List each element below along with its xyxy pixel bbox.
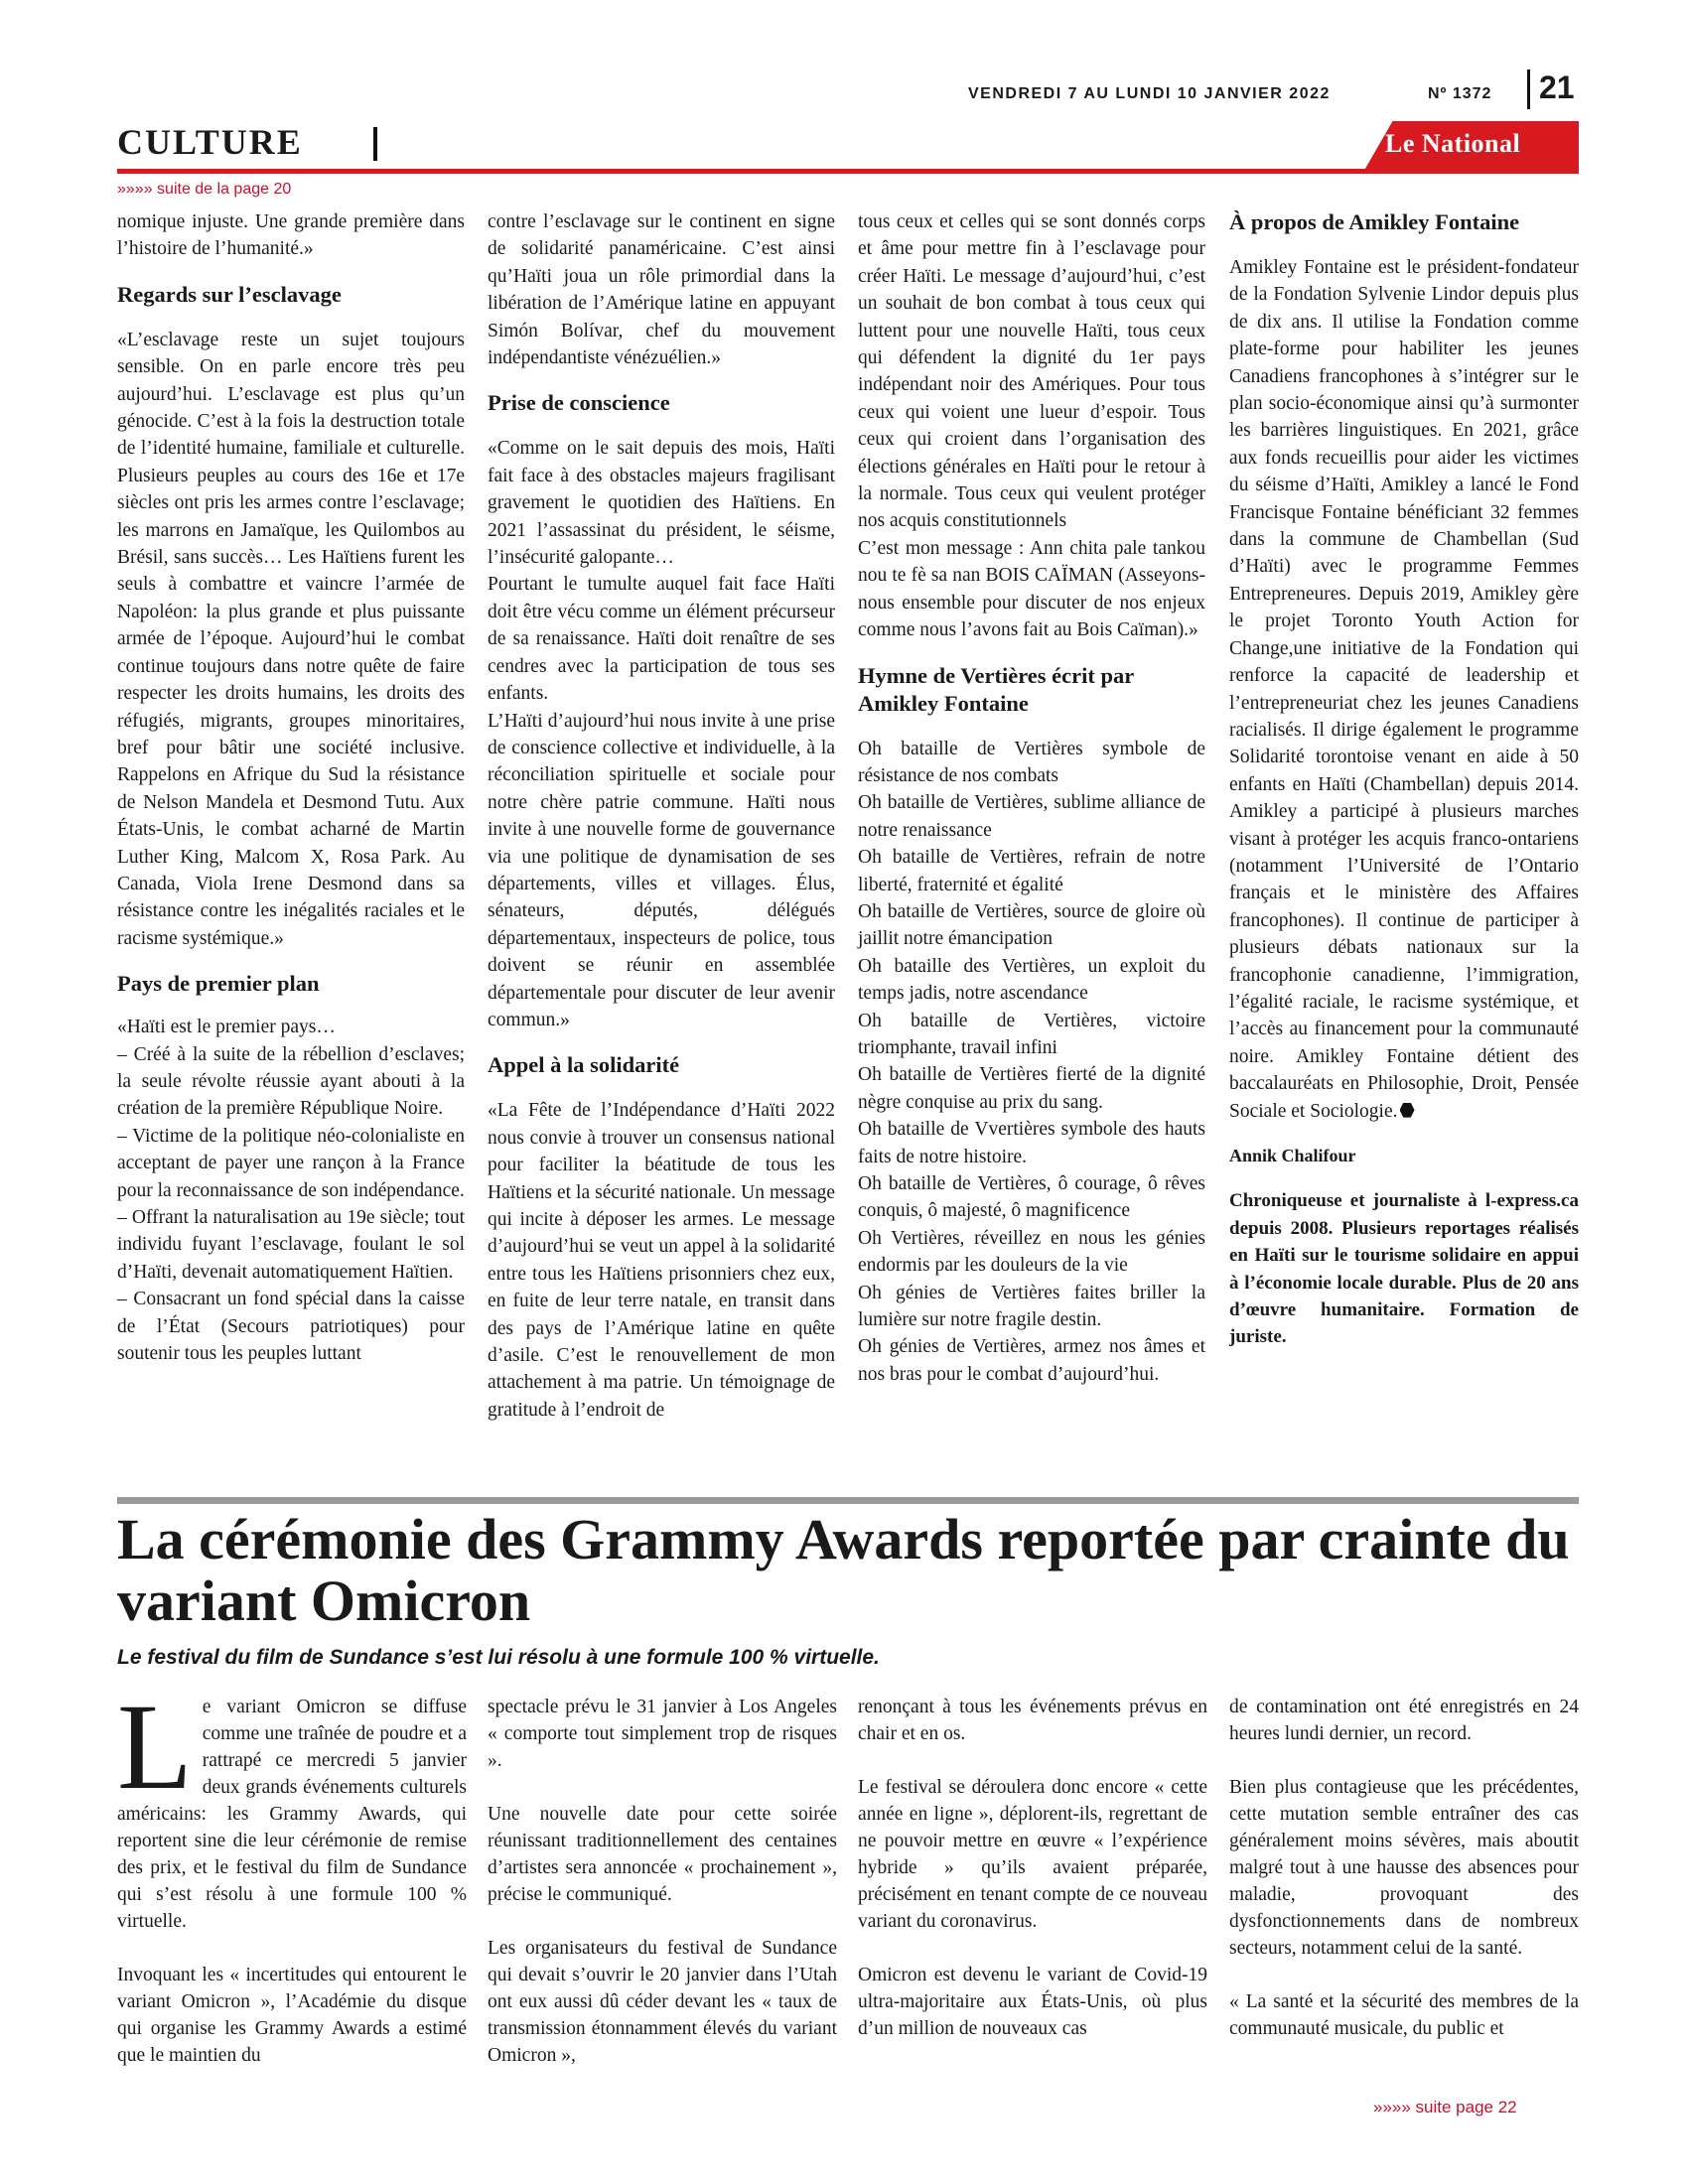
paragraph: «L’esclavage reste un sujet toujours sensible. On en parle encore très peu aujourd’hui. L’esclavage est plus qu’un génocide. C’est à la fois la destruction totale de l’identité humaine, familiale et culturelle. Plusieurs peuples au cours des 16e et 17e siècles ont pris les armes contre l’esclavage; les marrons en Jamaïque, les Quilombos au Brésil, sans succès… Les Haïtiens furent les seuls à combattre et vaincre l’armée de Napoléon: la plus grande et plus puissante armée de l’époque. Aujourd’hui le combat continue toujours dans notre quête de faire respecter les droits humains, les droits des réfugiés, migrants, groupes minoritaires, bref pour bâtir une société inclusive. Rappelons en Afrique du Sud la résistance de Nelson Mandela et Desmond Tutu. Aux États-Unis, le combat acharné de Martin Luther King, Malcom X, Rosa Park. Au Canada, Viola Irene Desmond dans sa résistance contre les inégalités raciales et le racisme systémique.» (117, 329, 465, 949)
paragraph: C’est mon message : Ann chita pale tankou nou te fè sa nan BOIS CAÏMAN (Asseyons-nous ensemble pour discuter de nos enjeux comme nous l’avons fait au Bois Caïman).» (858, 537, 1205, 641)
hymn-verse-line: Oh bataille de Vertières, sublime alliance de notre renaissance (858, 792, 1205, 841)
hymn-verse-line: Oh bataille de Vertières symbole de résistance de nos combats (858, 738, 1205, 786)
upper-column-2 (488, 208, 835, 1424)
paragraph: Le festival se déroulera donc encore « cette année en ligne », déplorent-ils, regrettant de ne pouvoir mettre en œuvre « l’expérience hybride » qu’ils avaient préparée, précisément en tenant compte de ce nouveau variant du coronavirus. (858, 1777, 1207, 1932)
hymn-verse-line: Oh bataille de Vertières, refrain de notre liberté, fraternité et égalité (858, 847, 1205, 895)
paragraph: Pourtant le tumulte auquel fait face Haïti doit être vécu comme un élément précurseur de sa renaissance. Haïti doit renaître de ses cendres avec la participation de tous ses enfants. (488, 574, 835, 705)
drop-cap: L (117, 1679, 193, 1815)
header-rule (117, 169, 1579, 174)
hymn-verse-line: Oh génies de Vertières, armez nos âmes et nos bras pour le combat d’aujourd’hui. (858, 1336, 1205, 1385)
lower-column-3 (858, 1694, 1207, 2069)
subheading: À propos de Amikley Fontaine (1229, 209, 1520, 234)
paragraph: – Créé à la suite de la rébellion d’esclaves; la seule révolte réussie ayant abouti à la création de la première République Noire. (117, 1043, 465, 1120)
paragraph: «Haïti est le premier pays… (117, 1017, 336, 1038)
section-title: CULTURE (117, 122, 303, 162)
paragraph: Bien plus contagieuse que les précédentes, cette mutation semble entraîner des cas généralement moins sévères, mais aboutit malgré tout à une hausse des absences pour maladie, provoquant des dysfonctionnements dans de nombreux secteurs, notamment celui de la santé. (1229, 1777, 1579, 1959)
lower-column-1 (117, 1679, 467, 2096)
paragraph (117, 1679, 467, 1935)
hymn-verse-line: Oh bataille de Vertières, ô courage, ô rêves conquis, ô majesté, ô magnificence (858, 1173, 1205, 1222)
paragraph: « La santé et la sécurité des membres de la communauté musicale, du public et (1229, 1991, 1579, 2039)
brand-name: Le National (1385, 129, 1521, 158)
end-of-article-icon (1400, 1103, 1415, 1118)
page-number: 21 (1539, 69, 1575, 105)
continued-from-link[interactable]: »»»» suite de la page 20 (117, 181, 292, 198)
hymn-verse-line: Oh Vertières, réveillez en nous les génies endormis par les douleurs de la vie (858, 1227, 1205, 1277)
paragraph: nomique injuste. Une grande première dans l’histoire de l’humanité.» (117, 211, 465, 260)
paragraph: «La Fête de l’Indépendance d’Haïti 2022 nous convie à trouver un consensus national pour faciliter la béatitude de tous les Haïtiens et la sécurité nationale. Un message qui incite à déposer les armes. Le message d’aujourd’hui se veut un appel à la solidarité entre tous les Haïtiens prisonniers chez eux, en fuite de leur terre natale, en transit dans des pays de l’Amérique latine en quête d’asile. C’est le renouvellement de mon attachement à ma patrie. Un témoignage de gratitude à l’endroit de (488, 1100, 835, 1421)
hymn-verse-line: Oh génies de Vertières faites briller la lumière sur notre fragile destin. (858, 1282, 1205, 1331)
subheading: Appel à la solidarité (488, 1052, 680, 1078)
lower-column-4 (1229, 1694, 1579, 2069)
paragraph: Omicron est devenu le variant de Covid-19 ultra-majoritaire aux États-Unis, où plus d’un million de nouveaux cas (858, 1965, 1207, 2039)
paragraph: spectacle prévu le 31 janvier à Los Angeles « comporte tout simplement trop de risques ». (488, 1697, 837, 1771)
paragraph: – Consacrant un fond spécial dans la caisse de l’État (Secours patriotiques) pour soutenir tous les peuples luttant (117, 1289, 465, 1365)
lower-column-2 (488, 1694, 837, 2096)
paragraph: L’Haïti d’aujourd’hui nous invite à une prise de conscience collective et individuelle, à la réconciliation spirituelle et sociale pour notre chère patrie commune. Haïti nous invite à une nouvelle forme de gouvernance via une politique de dynamisation de ses départements, villes et villages. Élus, sénateurs, députés, délégués départementaux, inspecteurs de police, tous doivent se réunir en assemblée départementale pour discuter de leur avenir commun.» (488, 710, 835, 1030)
upper-column-4 (1229, 208, 1579, 1351)
paragraph: tous ceux et celles qui se sont donnés corps et âme pour mettre fin à l’esclavage pour créer Haïti. Le message d’aujourd’hui, c’est un souhait de bon combat à tous ceux qui luttent pour une nouvelle Haïti, tous ceux qui défendent la dignité du 1er pays indépendant noir des Amériques. Pour tous ceux qui voient une lueur d’espoir. Tous ceux qui croient dans l’organisation des élections générales en Haïti pour le retour à la normale. Tous ceux qui veulent protéger nos acquis constitutionnels (858, 211, 1205, 532)
paragraph: – Victime de la politique néo-colonialiste en acceptant de payer une rançon à la France pour la reconnaissance de son indépendance. (117, 1125, 465, 1201)
paragraph: contre l’esclavage sur le continent en signe de solidarité panaméricaine. C’est ainsi qu’Haïti joua un rôle primordial dans la libération de l’Amérique latine en appuyant Simón Bolívar, chef du mouvement indépendantiste vénézuélien.» (488, 211, 835, 369)
issue-number: Nº 1372 (1428, 85, 1492, 102)
upper-column-3 (858, 208, 1205, 1388)
hymn-verse-line: Oh bataille de Vertières, victoire triomphante, travail infini (858, 1010, 1205, 1058)
issue-date: VENDREDI 7 AU LUNDI 10 JANVIER 2022 (968, 85, 1331, 102)
section-divider (373, 127, 377, 161)
paragraph: – Offrant la naturalisation au 19e siècle; tout individu fuyant l’esclavage, foulant le sol d’Haïti, devenait automatiquement Haïtien. (117, 1207, 465, 1283)
article-separator (117, 1497, 1579, 1504)
subheading: Prise de conscience (488, 390, 670, 416)
headline: La cérémonie des Grammy Awards reportée par crainte du variant Omicron (117, 1507, 1570, 1633)
paragraph-text: Amikley Fontaine est le président-fondateur de la Fondation Sylvenie Lindor depuis plus de dix ans. Il utilise la Fondation comme plate-forme pour habiliter les jeunes Canadiens francophones à s’intégrer sur le plan socio-économique ainsi qu’à surmonter les barrières linguistiques. En 2021, grâce aux fonds recueillis pour aider les victimes du séisme d’Haïti, Amikley a lancé le Fond Francisque Fontaine bénéficiant 32 femmes dans la commune de Chambellan (Sud d’Haïti) avec le programme Femmes Entrepreneures. Depuis 2019, Amikley gère le projet Toronto Youth Action for Change,une initiative de la Fondation qui renforce la capacité de leadership et l’entrepreneuriat chez les jeunes Canadiens racialisés. Il dirige également le programme Solidarité torontoise venant en aide à 50 enfants en Haïti (Chambellan) depuis 2014. Amikley a participé à plusieurs marches visant à protéger les acquis franco-ontariens (notamment l’Université de l’Ontario français et le ministère des Affaires francophones). Il continue de participer à plusieurs débats nationaux sur la francophonie canadienne, l’immigration, l’égalité raciale, le racisme systémique, et l’accès au financement pour la communauté noire. Amikley Fontaine détient des baccalauréats en Philosophie, Droit, Pensée Sociale et Sociologie. (1229, 257, 1579, 1122)
paragraph (1229, 254, 1579, 1125)
hymn-verse-line: Oh bataille des Vertières, un exploit du temps jadis, notre ascendance (858, 955, 1205, 1005)
upper-column-1 (117, 208, 465, 1367)
continued-to-link[interactable]: »»»» suite page 22 (1373, 2098, 1517, 2116)
deck: Le festival du film de Sundance s’est lui résolu à une formule 100 % virtuelle. (117, 1646, 880, 1669)
subheading: Regards sur l’esclavage (117, 281, 342, 307)
page-number-divider (1527, 69, 1530, 109)
hymn-verse-line: Oh bataille de Vertières, source de gloire où jaillit notre émancipation (858, 900, 1205, 950)
paragraph: «Comme on le sait depuis des mois, Haïti fait face à des obstacles majeurs fragilisant gravement le quotidien des Haïtiens. En 2021 l’assassinat du président, le séisme, l’insécurité galopante… (488, 438, 835, 569)
paragraph: Les organisateurs du festival de Sundance qui devait s’ouvrir le 20 janvier dans l’Utah ont eux aussi dû céder devant les « taux de transmission étonnamment élevés du variant Omicron », (488, 1938, 837, 2066)
hymn-verses (858, 736, 1205, 1389)
paragraph: Une nouvelle date pour cette soirée réunissant traditionnellement des centaines d’artistes sera annoncée « prochainement », précise le communiqué. (488, 1804, 837, 1905)
hymn-verse-line: Oh bataille de Vertières fierté de la dignité nègre conquise au prix du sang. (858, 1064, 1205, 1113)
author-bio: Chroniqueuse et journaliste à l-express.ca depuis 2008. Plusieurs reportages réalisés en Haïti sur le tourisme solidaire en appui à l’économie locale durable. Plus de 20 ans d’œuvre humanitaire. Formation de juriste. (1229, 1190, 1579, 1348)
subheading: Pays de premier plan (117, 971, 320, 997)
paragraph-text: e variant Omicron se diffuse comme une traînée de poudre et a rattrapé ce mercredi 5 janvier deux grands événements culturels américains: les Grammy Awards, qui reportent sine die leur cérémonie de remise des prix, et le festival du film de Sundance qui s’est résolu à une formule 100 % virtuelle. (117, 1697, 467, 1932)
paragraph: de contamination ont été enregistrés en 24 heures lundi dernier, un record. (1229, 1697, 1579, 1744)
hymn-verse-line: Oh bataille de Vvertières symbole des hauts faits de notre histoire. (858, 1119, 1205, 1167)
paragraph: Invoquant les « incertitudes qui entourent le variant Omicron », l’Académie du disque qui organise les Grammy Awards a estimé que le maintien du (117, 1965, 467, 2066)
author-name: Annik Chalifour (1229, 1146, 1356, 1165)
paragraph: renonçant à tous les événements prévus en chair et en os. (858, 1697, 1207, 1744)
subheading: Hymne de Vertières écrit par Amikley Fontaine (858, 662, 1134, 716)
